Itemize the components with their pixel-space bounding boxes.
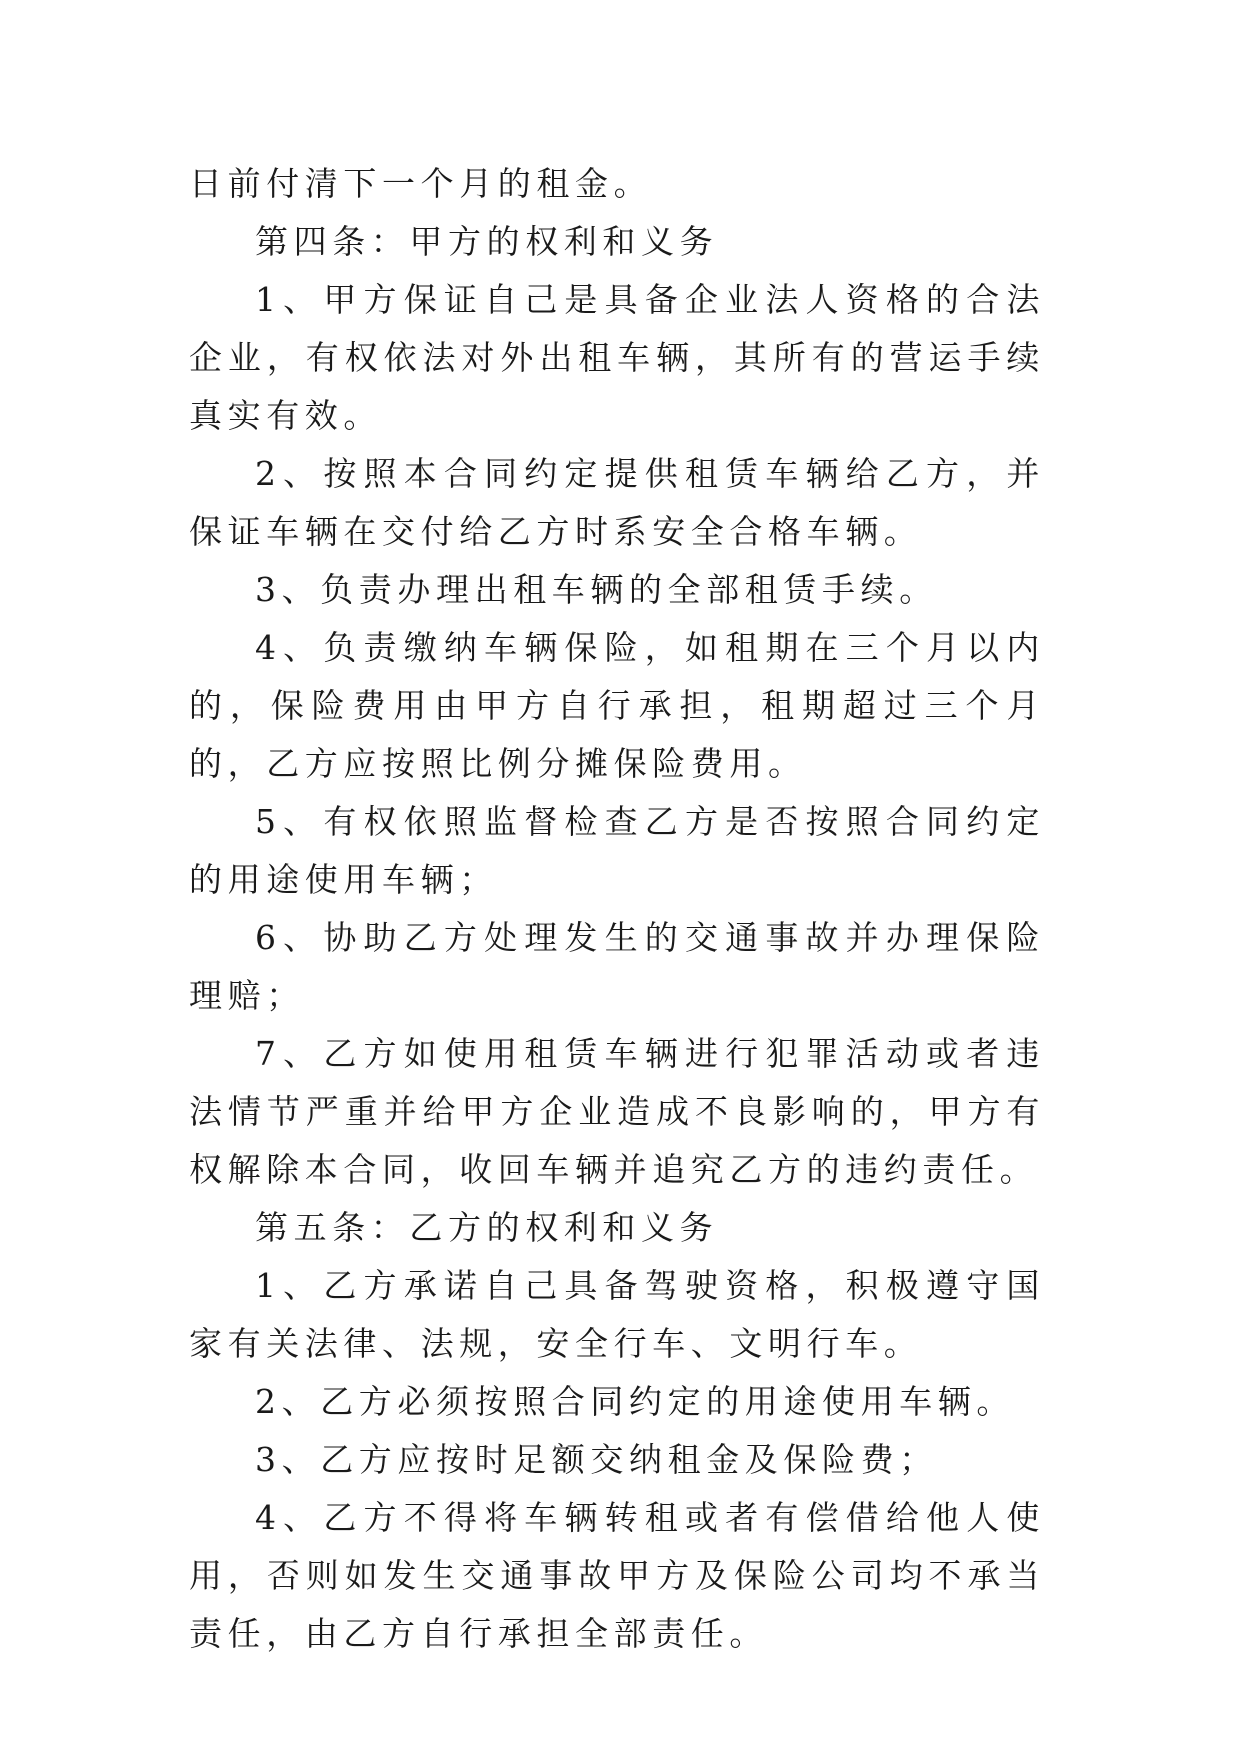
heading-article-4: 第四条：甲方的权利和义务 xyxy=(255,222,719,261)
heading-article-5: 第五条：乙方的权利和义务 xyxy=(255,1208,719,1247)
clause-a-6: 6、协助乙方处理发生的交通事故并办理保险理赔； xyxy=(189,918,1045,1015)
clause-a-3: 3、负责办理出租车辆的全部租赁手续。 xyxy=(255,570,938,609)
clause-b-1: 1、乙方承诺自己具备驾驶资格，积极遵守国家有关法律、法规，安全行车、文明行车。 xyxy=(189,1266,1045,1363)
clause-b-2: 2、乙方必须按照合同约定的用途使用车辆。 xyxy=(255,1382,1015,1421)
clause-a-4: 4、负责缴纳车辆保险，如租期在三个月以内的，保险费用由甲方自行承担，租期超过三个月的，乙方应按照比例分摊保险费用。 xyxy=(189,628,1045,783)
clause-a-1: 1、甲方保证自己是具备企业法人资格的合法企业，有权依法对外出租车辆，其所有的营运手续真实有效。 xyxy=(189,280,1045,435)
document-body xyxy=(189,155,1045,1663)
clause-a-2: 2、按照本合同约定提供租赁车辆给乙方，并保证车辆在交付给乙方时系安全合格车辆。 xyxy=(189,454,1045,551)
clause-a-7: 7、乙方如使用租赁车辆进行犯罪活动或者违法情节严重并给甲方企业造成不良影响的，甲方有权解除本合同，收回车辆并追究乙方的违约责任。 xyxy=(189,1034,1045,1189)
clause-a-5: 5、有权依照监督检查乙方是否按照合同约定的用途使用车辆； xyxy=(189,802,1045,899)
paragraph-rent-payment: 日前付清下一个月的租金。 xyxy=(189,164,653,203)
clause-b-4: 4、乙方不得将车辆转租或者有偿借给他人使用，否则如发生交通事故甲方及保险公司均不承当责任，由乙方自行承担全部责任。 xyxy=(189,1498,1045,1653)
clause-b-3: 3、乙方应按时足额交纳租金及保险费； xyxy=(255,1440,938,1479)
